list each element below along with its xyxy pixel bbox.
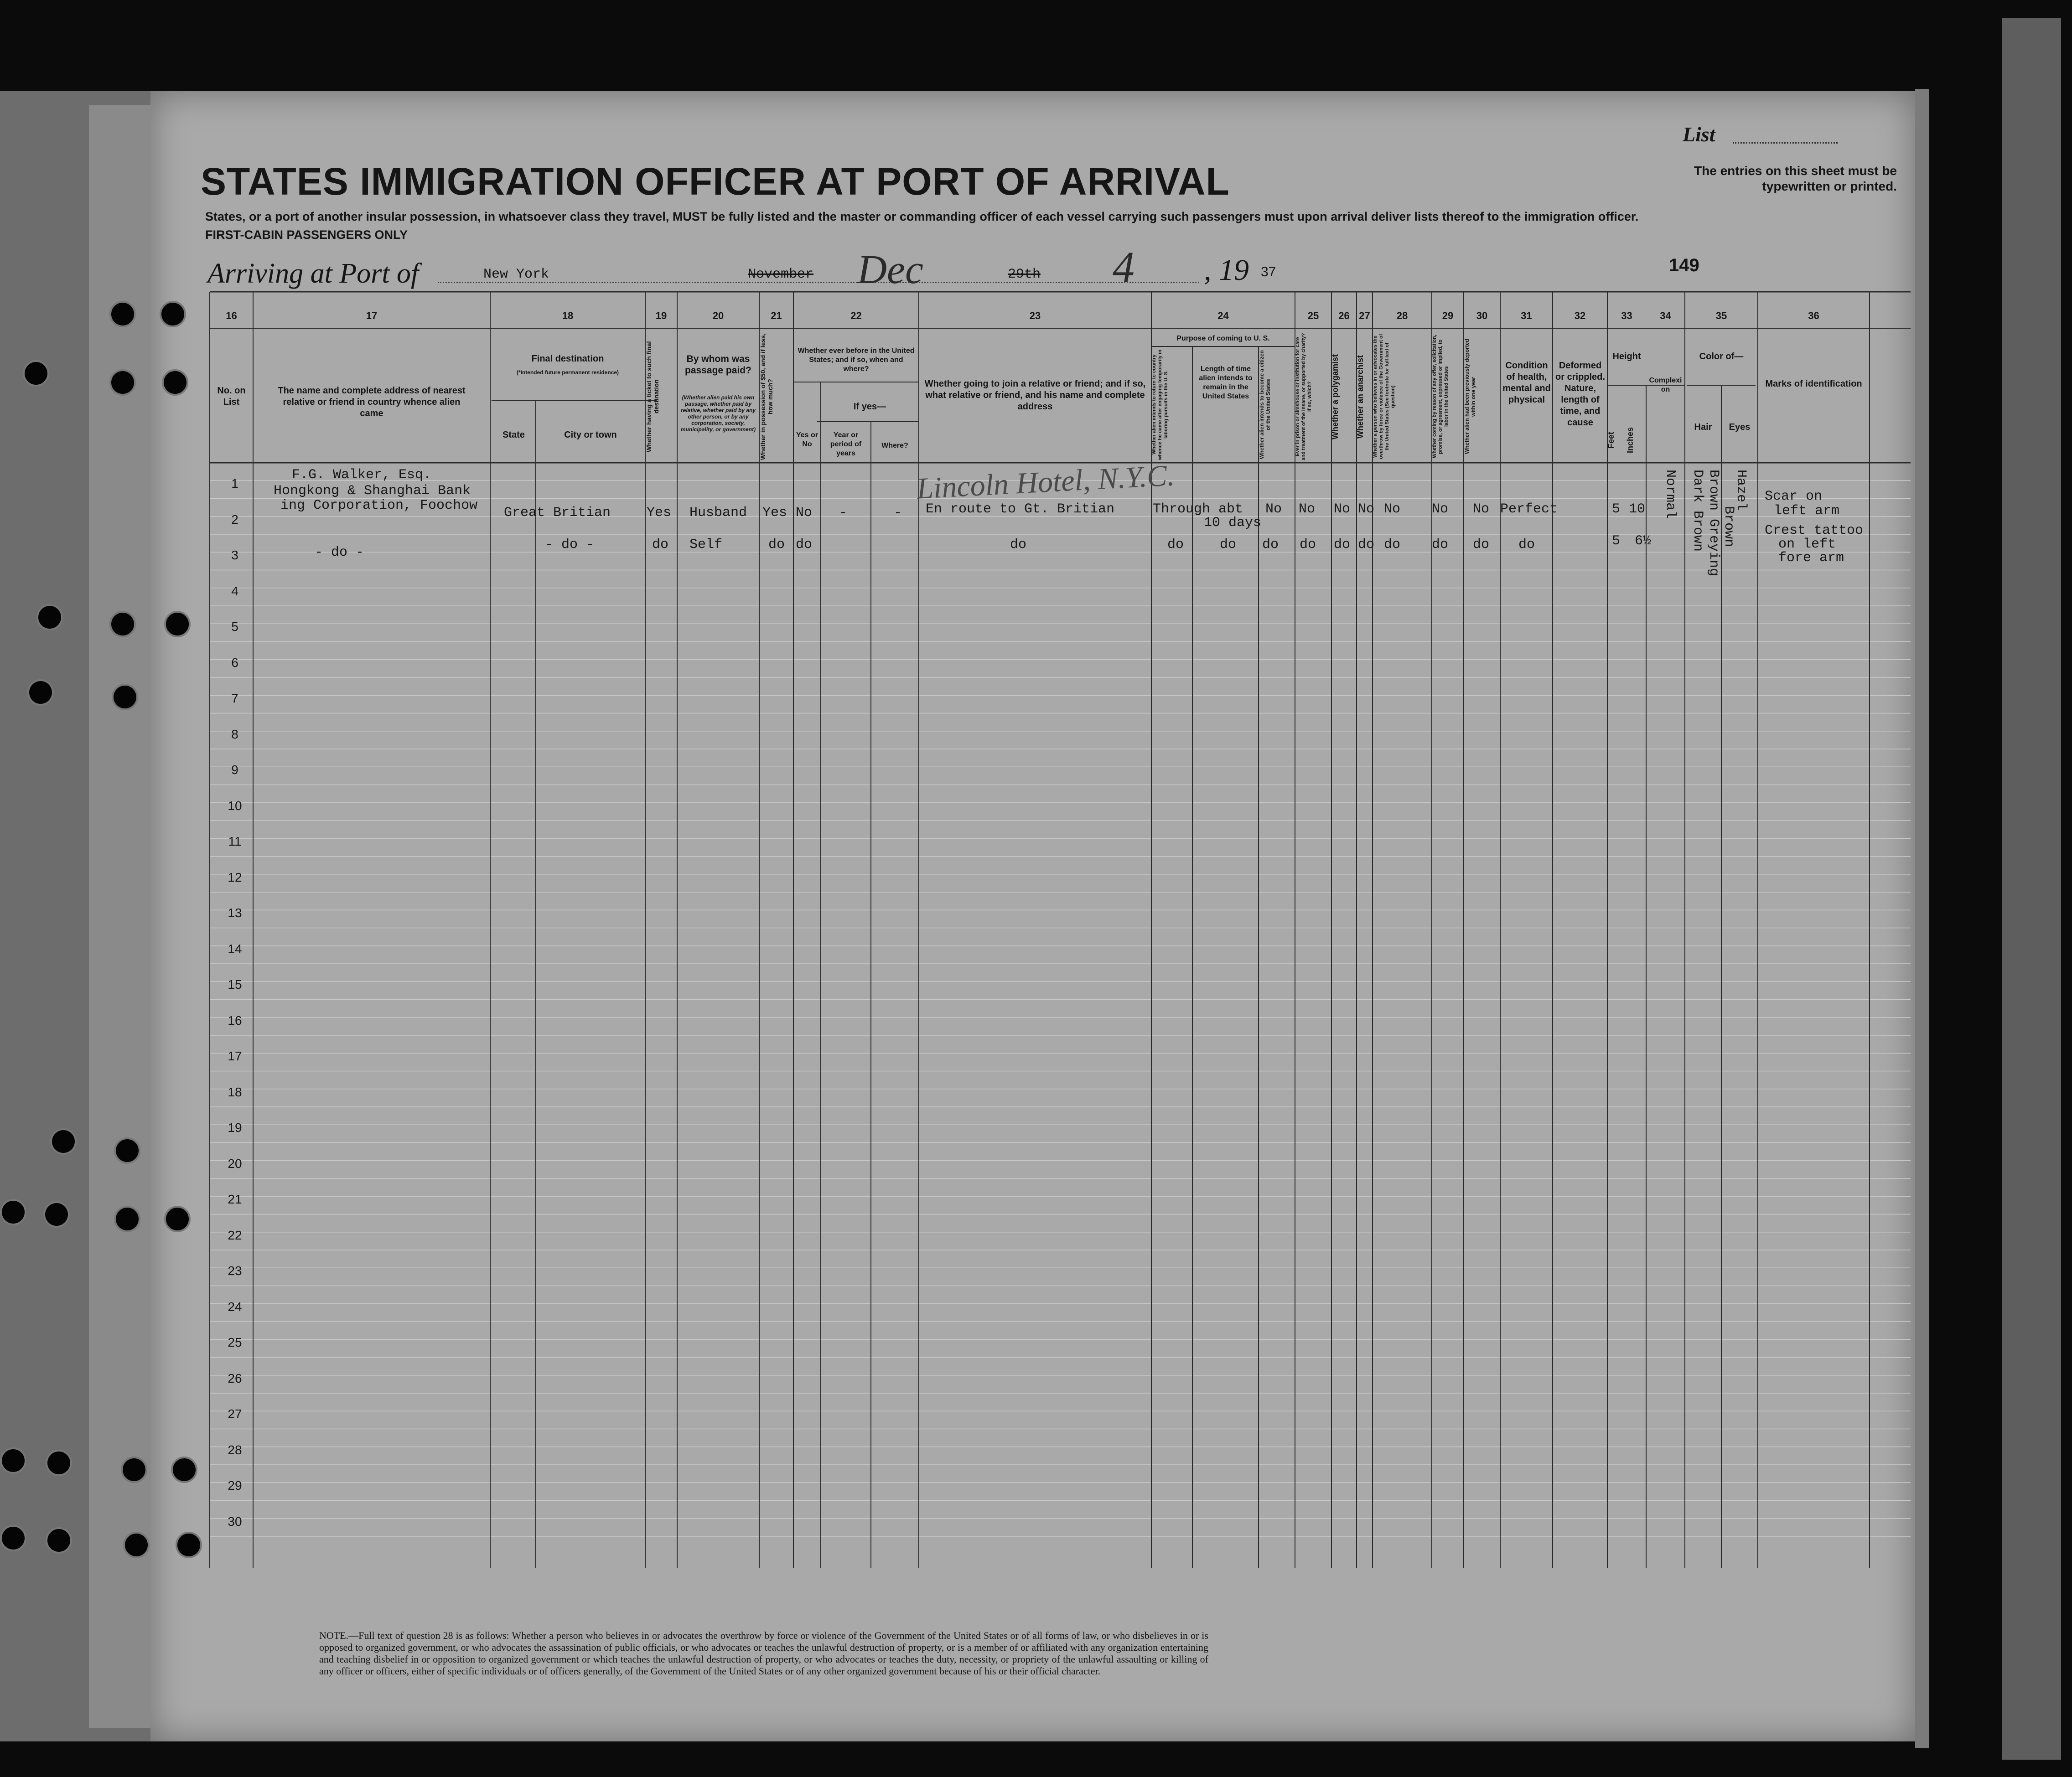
header-return-intent: Whether alien intends to return to country whence he came after engaging temporarily in laboring pursuits in the U. S. bbox=[1151, 349, 1169, 460]
row-number: 22 bbox=[228, 1228, 242, 1242]
arrival-year-suffix: 37 bbox=[1261, 264, 1276, 279]
header-eyes: Eyes bbox=[1729, 422, 1751, 432]
col-24-number: 24 bbox=[1217, 310, 1229, 321]
r1-anarchist: No bbox=[1358, 501, 1375, 517]
r2-destination: - do - bbox=[545, 537, 595, 553]
col-28-number: 28 bbox=[1396, 310, 1408, 321]
r2-ever-before: do bbox=[796, 537, 813, 553]
header-prison: Ever in prison or almshouse or institution for care and treatment of the insane, or supported by charity? If so, which? bbox=[1295, 333, 1312, 460]
row-number: 24 bbox=[228, 1299, 242, 1314]
header-deported: Whether alien had been previously deported within one year bbox=[1464, 339, 1476, 455]
row-number: 26 bbox=[228, 1371, 242, 1385]
r2-marks-1: Crest tattoo bbox=[1765, 523, 1864, 538]
r2-marks-2: on left bbox=[1778, 537, 1836, 552]
row-number: 1 bbox=[231, 476, 238, 491]
col-34-number: 34 bbox=[1660, 310, 1671, 321]
arrival-month-struck: November bbox=[748, 267, 814, 282]
header-yes-or-no: Yes or No bbox=[796, 431, 818, 448]
row-number: 25 bbox=[228, 1335, 242, 1349]
r1-labor: No bbox=[1432, 501, 1449, 517]
row-number: 20 bbox=[228, 1156, 242, 1171]
r2-citizen: do bbox=[1262, 537, 1279, 553]
header-overthrow: Whether a person who believes in or advocates the overthrow by force or violence of the Government of the United States (See footnote for full text of question) bbox=[1373, 334, 1396, 460]
r2-anarchist: do bbox=[1358, 537, 1375, 553]
r2-feet: 5 bbox=[1612, 533, 1621, 549]
class-note: FIRST-CABIN PASSENGERS ONLY bbox=[205, 228, 408, 242]
header-if-yes: If yes— bbox=[853, 402, 886, 412]
header-passage-paid-note: (Whether alien paid his own passage, whether paid by relative, whether paid by any other person, or by any corporation, society, municipality, or government) bbox=[680, 394, 756, 433]
row-number: 4 bbox=[231, 584, 238, 598]
arrival-year-prefix: , 19 bbox=[1204, 253, 1249, 287]
header-fifty-dollars: Whether in possession of $50, and if less, how much? bbox=[759, 333, 774, 460]
row-number: 11 bbox=[228, 834, 242, 848]
row-number: 29 bbox=[228, 1478, 242, 1493]
r1-relative-name: F.G. Walker, Esq. bbox=[292, 467, 432, 483]
header-final-destination: Final destination bbox=[531, 354, 604, 364]
r2-fifty-dollars: do bbox=[768, 537, 785, 553]
header-hair: Hair bbox=[1694, 422, 1712, 432]
r1-deported: No bbox=[1473, 501, 1490, 517]
header-nearest-relative: The name and complete address of nearest relative or friend in country whence alien came bbox=[278, 386, 466, 418]
r2-join-relative: do bbox=[1010, 537, 1027, 553]
footnote: NOTE.—Full text of question 28 is as follows: Whether a person who believes in or advocates the overthrow by force or violence of the Government of the United States or of all forms of law, or who disbelieves in or is opposed to organized government, or who advocates the assassination of public officials, or who advocates or teaches the unlawful destruction of property, or is a member of or affiliated with any organization entertaining and teaching disbelief in or opposition to organized government or which teaches the unlawful destruction of property, or who advocates or teaches the duty, necessity, or propriety of the unlawful assaulting or killing of any officer or officers, either of specific individuals or of officers generally, of the Government of the United States or of any other organized government because of his or their official character. bbox=[319, 1630, 1208, 1677]
col-25-number: 25 bbox=[1307, 310, 1319, 321]
header-city-town: City or town bbox=[564, 430, 617, 440]
header-health: Condition of health, mental and physical bbox=[1502, 361, 1551, 405]
header-length-of-stay: Length of time alien intends to remain in the United States bbox=[1199, 365, 1253, 400]
r1-marks-1: Scar on bbox=[1765, 489, 1823, 504]
col-21-number: 21 bbox=[771, 310, 782, 321]
col-22-number: 22 bbox=[850, 310, 862, 321]
r1-ever-before: No bbox=[796, 505, 813, 521]
col-35-number: 35 bbox=[1715, 310, 1727, 321]
row-number: 5 bbox=[231, 620, 238, 634]
r1-where: - bbox=[894, 505, 902, 521]
r1-year: - bbox=[839, 505, 848, 521]
arrival-port: New York bbox=[483, 267, 549, 282]
r2-inches: 6½ bbox=[1635, 533, 1652, 549]
col-17-number: 17 bbox=[366, 310, 378, 321]
header-ticket: Whether having a ticket to such final destination bbox=[645, 341, 660, 452]
col-32-number: 32 bbox=[1574, 310, 1586, 321]
col-27-number: 27 bbox=[1359, 310, 1370, 321]
header-passage-paid: By whom was passage paid? bbox=[685, 354, 751, 376]
header-feet: Feet bbox=[1606, 431, 1616, 449]
row-number: 9 bbox=[231, 763, 238, 777]
header-anarchist: Whether an anarchist bbox=[1356, 355, 1365, 439]
r2-overthrow: do bbox=[1384, 537, 1401, 553]
row-number: 21 bbox=[228, 1192, 242, 1206]
r1-relative-address-1: Hongkong & Shanghai Bank bbox=[274, 483, 471, 499]
list-label: List bbox=[1683, 123, 1715, 146]
r1-hair: Dark Brown bbox=[1690, 470, 1705, 552]
row-number: 19 bbox=[228, 1121, 242, 1135]
header-no-on-list: No. on List bbox=[217, 386, 246, 407]
row-number: 27 bbox=[228, 1407, 242, 1421]
header-state: State bbox=[502, 430, 525, 440]
r1-join-relative: En route to Gt. Britian bbox=[926, 501, 1115, 517]
arrival-month-handwritten: Dec bbox=[857, 247, 923, 292]
header-citizen-intent: Whether alien intends to become a citizen of the United States bbox=[1259, 350, 1271, 459]
row-number: 12 bbox=[228, 870, 242, 884]
row-number: 6 bbox=[231, 655, 238, 670]
r2-polygamist: do bbox=[1334, 537, 1351, 553]
r1-length: 10 days bbox=[1204, 515, 1262, 531]
row-number: 10 bbox=[228, 798, 242, 813]
r1-complexion: Normal bbox=[1663, 470, 1678, 519]
col-19-number: 19 bbox=[655, 310, 667, 321]
r1-purpose: Through abt bbox=[1153, 501, 1243, 517]
col-23-number: 23 bbox=[1029, 310, 1041, 321]
arrival-day-struck: 29th bbox=[1008, 267, 1041, 282]
col-29-number: 29 bbox=[1442, 310, 1454, 321]
r2-relative: - do - bbox=[315, 545, 364, 560]
col-16-number: 16 bbox=[226, 310, 237, 321]
page-number: 149 bbox=[1669, 255, 1699, 275]
row-number: 17 bbox=[228, 1049, 242, 1063]
row-number: 2 bbox=[231, 512, 238, 527]
r2-purpose: do bbox=[1167, 537, 1184, 553]
r1-polygamist: No bbox=[1334, 501, 1351, 517]
r1-join-handwritten: Lincoln Hotel, N.Y.C. bbox=[916, 459, 1176, 506]
r1-fifty-dollars: Yes bbox=[762, 505, 787, 521]
r1-inches: 10 bbox=[1629, 501, 1646, 517]
row-number: 30 bbox=[228, 1514, 242, 1529]
row-number: 3 bbox=[231, 548, 238, 562]
r2-hair: Brown Greying bbox=[1706, 470, 1721, 577]
row-number: 23 bbox=[228, 1264, 242, 1278]
col-18-number: 18 bbox=[562, 310, 574, 321]
sheet-instruction: The entries on this sheet must be typewritten or printed. bbox=[1694, 164, 1897, 193]
page-title: STATES IMMIGRATION OFFICER AT PORT OF ARRIVAL bbox=[201, 160, 1230, 203]
row-number: 14 bbox=[228, 941, 242, 956]
arrival-day-handwritten: 4 bbox=[1113, 243, 1134, 291]
row-number: 28 bbox=[228, 1442, 242, 1457]
col-30-number: 30 bbox=[1476, 310, 1488, 321]
header-height: Height bbox=[1612, 351, 1641, 362]
header-join-relative: Whether going to join a relative or friend; and if so, what relative or friend, and his name and complete address bbox=[924, 379, 1146, 412]
row-number: 7 bbox=[231, 691, 238, 705]
r2-eyes: Brown bbox=[1721, 506, 1736, 548]
r2-marks-3: fore arm bbox=[1778, 550, 1844, 566]
r1-citizen: No bbox=[1265, 501, 1282, 517]
r2-labor: do bbox=[1432, 537, 1449, 553]
arriving-label: Arriving at Port of bbox=[207, 258, 419, 289]
header-labor-offer: Whether coming by reason of any offer, solicitation, promise, or agreement, expressed or implied, to labor in the United States bbox=[1432, 335, 1449, 459]
header-ever-before: Whether ever before in the United States; and if so, when and where? bbox=[798, 347, 915, 373]
header-color-of: Color of— bbox=[1699, 351, 1744, 362]
r1-prison: No bbox=[1299, 501, 1316, 517]
r2-length: do bbox=[1220, 537, 1237, 553]
col-36-number: 36 bbox=[1808, 310, 1819, 321]
r1-relative-address-2: ing Corporation, Foochow bbox=[280, 498, 478, 513]
col-20-number: 20 bbox=[712, 310, 724, 321]
header-deformed: Deformed or crippled. Nature, length of time, and cause bbox=[1555, 361, 1605, 428]
r1-destination: Great Britian bbox=[504, 505, 611, 521]
col-33-number: 33 bbox=[1621, 310, 1632, 321]
row-number: 15 bbox=[228, 977, 242, 992]
header-year-period: Year or period of years bbox=[830, 431, 862, 457]
r2-passage-paid: Self bbox=[689, 537, 723, 553]
header-complexion: Complexion bbox=[1649, 377, 1682, 393]
header-where: Where? bbox=[881, 442, 908, 449]
r1-passage-paid: Husband bbox=[689, 505, 747, 521]
row-number: 13 bbox=[228, 906, 242, 920]
col-31-number: 31 bbox=[1521, 310, 1532, 321]
r1-feet: 5 bbox=[1612, 501, 1621, 517]
header-final-destination-note: (*Intended future permanent residence) bbox=[516, 369, 619, 376]
r2-health: do bbox=[1518, 537, 1535, 553]
r1-marks-2: left arm bbox=[1774, 503, 1840, 519]
r1-overthrow: No bbox=[1384, 501, 1401, 517]
page-subtitle: States, or a port of another insular possession, in whatsoever class they travel, MUST be fully listed and the master or commanding officer of each vessel carrying such passengers must upon arrival deliver lists thereof to the immigration officer. bbox=[205, 210, 1639, 223]
header-polygamist: Whether a polygamist bbox=[1331, 354, 1340, 439]
header-marks: Marks of identification bbox=[1765, 379, 1862, 389]
header-inches: Inches bbox=[1626, 427, 1635, 453]
row-number: 18 bbox=[228, 1085, 242, 1099]
r2-deported: do bbox=[1473, 537, 1490, 553]
row-number: 16 bbox=[228, 1013, 242, 1028]
row-number: 8 bbox=[231, 727, 238, 741]
col-26-number: 26 bbox=[1338, 310, 1350, 321]
header-purpose: Purpose of coming to U. S. bbox=[1176, 335, 1270, 342]
r2-prison: do bbox=[1300, 537, 1316, 553]
r1-health: Perfect bbox=[1500, 501, 1558, 517]
r1-eyes: Hazel bbox=[1733, 470, 1749, 511]
r1-ticket: Yes bbox=[647, 505, 672, 521]
r2-ticket: do bbox=[652, 537, 669, 553]
